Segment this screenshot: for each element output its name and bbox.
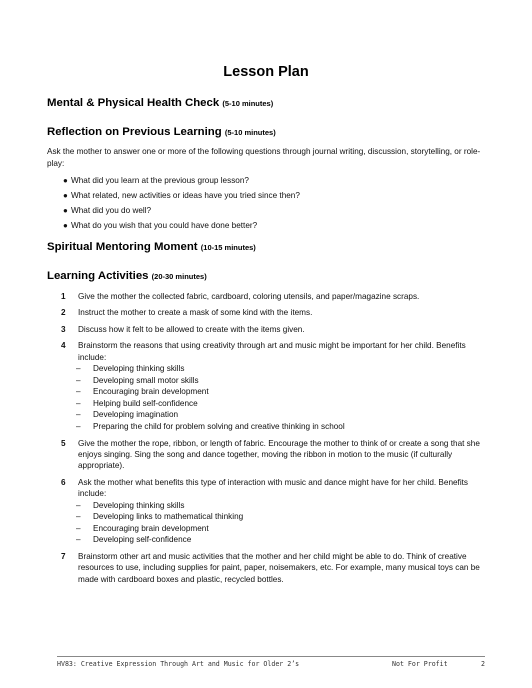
dash-icon: – <box>76 500 81 510</box>
bullet-icon: ● <box>63 176 68 185</box>
list-item-text: What do you wish that you could have done better? <box>71 221 258 230</box>
bullet-icon: ● <box>63 191 68 200</box>
benefit-item <box>47 523 492 535</box>
benefits-list <box>47 363 492 433</box>
dash-icon: – <box>76 523 81 533</box>
footer-notice: Not For Profit <box>392 660 448 668</box>
dash-icon: – <box>76 398 81 408</box>
bullet-icon: ● <box>63 221 68 230</box>
benefit-item <box>47 363 492 375</box>
benefit-item <box>47 398 492 410</box>
bullet-icon: ● <box>63 206 68 215</box>
activities-list <box>47 291 492 585</box>
reflection-questions <box>47 175 492 231</box>
activity-number: 2 <box>61 308 66 318</box>
activity-number: 6 <box>61 477 66 487</box>
activity-text: Give the mother the rope, ribbon, or length of fabric. Encourage the mother to think of or create a song that she enjoys singing. Sing the song and dance together, moving the ribbon in motion to the music (if culturally appropriate). <box>78 438 480 471</box>
heading-text: Learning Activities <box>47 270 149 282</box>
list-item <box>47 190 492 201</box>
footer-course-title: HV83: Creative Expression Through Art and Music for Older 2’s <box>57 660 300 668</box>
activity-item <box>47 291 492 302</box>
benefit-text: Developing self-confidence <box>93 535 192 545</box>
dash-icon: – <box>76 512 81 522</box>
reflection-heading <box>47 125 492 140</box>
activity-number: 1 <box>61 292 66 301</box>
activity-number: 3 <box>61 324 66 334</box>
activity-text: Give the mother the collected fabric, cardboard, coloring utensils, and paper/magazine scraps. <box>78 292 420 301</box>
activity-text: Ask the mother what benefits this type of interaction with music and dance might have for her child. Benefits include: <box>78 477 469 499</box>
page-number: 2 <box>481 660 485 668</box>
benefit-text: Developing imagination <box>93 410 179 420</box>
benefit-item <box>47 375 492 387</box>
heading-text: Spiritual Mentoring Moment <box>47 241 198 253</box>
benefits-list <box>47 500 492 546</box>
benefit-text: Developing small motor skills <box>93 375 199 385</box>
activity-text: Brainstorm other art and music activities that the mother and her child might be able to do. Think of creative resources to use, including supplies for paint, paper, noisemakers, etc. For example, many musical toys can be made with cardboard boxes and plastic, recycled bottles. <box>78 552 480 584</box>
dash-icon: – <box>76 375 81 385</box>
list-item-text: What related, new activities or ideas have you tried since then? <box>71 191 300 200</box>
activity-number: 5 <box>61 438 66 448</box>
benefit-item <box>47 409 492 421</box>
list-item <box>47 175 492 186</box>
benefit-item <box>47 421 492 433</box>
activities-heading <box>47 269 492 284</box>
activity-text: Brainstorm the reasons that using creativity through art and music might be important for her child. Benefits include: <box>78 341 466 362</box>
benefit-text: Encouraging brain development <box>93 523 209 533</box>
benefit-item <box>47 534 492 546</box>
spiritual-heading <box>47 240 492 255</box>
list-item <box>47 220 492 231</box>
activity-text: Discuss how it felt to be allowed to create with the items given. <box>78 324 305 334</box>
activity-item <box>47 551 492 585</box>
duration-label: (10-15 minutes) <box>200 243 256 252</box>
activity-item <box>47 324 492 335</box>
heading-text: Reflection on Previous Learning <box>47 126 222 138</box>
benefit-item <box>47 386 492 398</box>
dash-icon: – <box>76 535 81 545</box>
activity-item <box>47 340 492 432</box>
benefit-text: Developing thinking skills <box>93 500 185 510</box>
activity-item <box>47 307 492 318</box>
activity-item <box>47 477 492 546</box>
list-item-text: What did you learn at the previous group lesson? <box>71 176 249 185</box>
dash-icon: – <box>76 364 81 374</box>
benefit-item <box>47 500 492 512</box>
heading-text: Mental & Physical Health Check <box>47 97 220 109</box>
health-check-heading <box>47 96 492 111</box>
list-item-text: What did you do well? <box>71 206 152 215</box>
dash-icon: – <box>76 387 81 397</box>
activity-text: Instruct the mother to create a mask of some kind with the items. <box>78 308 313 318</box>
duration-label: (5-10 minutes) <box>224 128 276 137</box>
benefit-text: Preparing the child for problem solving and creative thinking in school <box>93 422 345 431</box>
list-item <box>47 205 492 216</box>
reflection-intro: Ask the mother to answer one or more of the following questions through journal writing, discussion, storytelling, or role-play: <box>47 147 481 168</box>
page-footer <box>57 656 485 668</box>
benefit-text: Encouraging brain development <box>93 387 209 397</box>
activity-number: 4 <box>61 341 66 351</box>
document-content <box>47 96 492 590</box>
benefit-text: Helping build self-confidence <box>93 398 198 408</box>
benefit-text: Developing thinking skills <box>93 364 185 374</box>
page-title: Lesson Plan <box>223 64 309 80</box>
activity-item <box>47 438 492 472</box>
benefit-text: Developing links to mathematical thinking <box>93 512 244 522</box>
duration-label: (20-30 minutes) <box>151 272 207 281</box>
dash-icon: – <box>76 410 81 420</box>
benefit-item <box>47 511 492 523</box>
duration-label: (5-10 minutes) <box>222 99 274 108</box>
activity-number: 7 <box>61 552 66 561</box>
dash-icon: – <box>76 422 81 431</box>
